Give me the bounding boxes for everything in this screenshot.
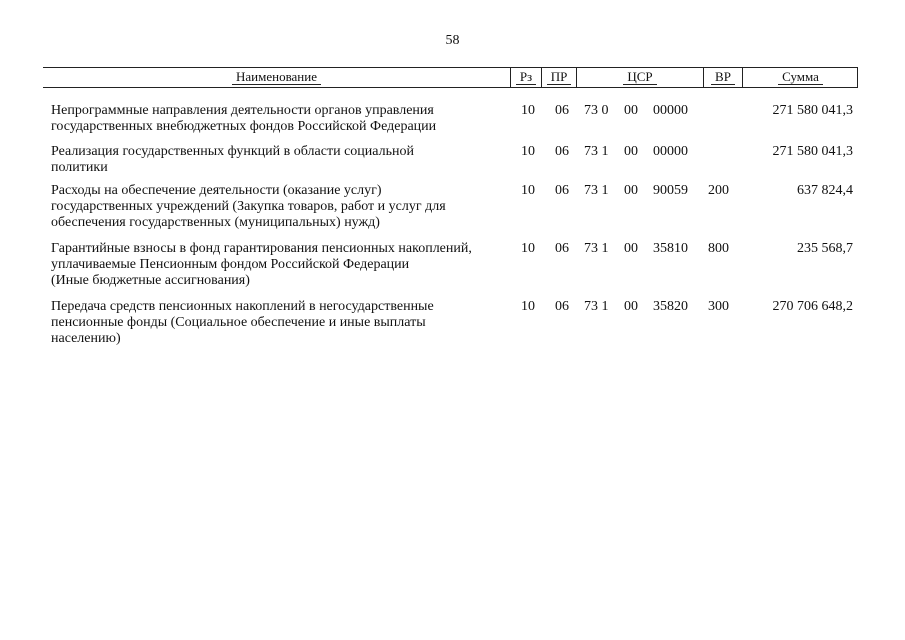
row-sum: 235 568,7 — [797, 241, 853, 256]
row-pr: 06 — [555, 299, 569, 314]
row-name-line: (Иные бюджетные ассигнования) — [51, 273, 250, 288]
row-rz: 10 — [521, 144, 535, 159]
header-rz-label: Рз — [516, 69, 536, 85]
row-csr-program: 73 0 — [584, 103, 609, 118]
row-csr-program: 73 1 — [584, 241, 609, 256]
header-pr — [542, 68, 576, 87]
row-pr: 06 — [555, 144, 569, 159]
row-csr-code: 35810 — [653, 241, 688, 256]
row-csr-sub: 00 — [624, 144, 638, 159]
header-vr-label: ВР — [711, 69, 735, 85]
header-sum-label: Сумма — [778, 69, 823, 85]
row-csr-sub: 00 — [624, 183, 638, 198]
row-name — [51, 144, 511, 176]
row-csr-code: 35820 — [653, 299, 688, 314]
header-name — [43, 68, 510, 87]
row-rz: 10 — [521, 183, 535, 198]
row-name-line: населению) — [51, 331, 121, 346]
row-pr: 06 — [555, 241, 569, 256]
row-name-line: Непрограммные направления деятельности органов управления — [51, 103, 434, 118]
row-pr: 06 — [555, 183, 569, 198]
row-csr-sub: 00 — [624, 299, 638, 314]
row-csr-program: 73 1 — [584, 144, 609, 159]
row-name-line: пенсионные фонды (Социальное обеспечение и иные выплаты — [51, 315, 426, 330]
header-rz — [511, 68, 541, 87]
row-csr-code: 00000 — [653, 103, 688, 118]
row-vr: 800 — [708, 241, 729, 256]
row-name-line: государственных внебюджетных фондов Российской Федерации — [51, 119, 437, 134]
row-name-line: обеспечения государственных (муниципальных) нужд) — [51, 215, 380, 230]
header-divider — [857, 68, 858, 87]
row-csr-program: 73 1 — [584, 299, 609, 314]
row-rz: 10 — [521, 103, 535, 118]
row-rz: 10 — [521, 241, 535, 256]
header-csr — [577, 68, 703, 87]
row-name-line: Расходы на обеспечение деятельности (оказание услуг) — [51, 183, 382, 198]
page-number: 58 — [445, 33, 460, 48]
row-vr: 300 — [708, 299, 729, 314]
row-sum: 637 824,4 — [797, 183, 853, 198]
row-sum: 271 580 041,3 — [772, 103, 853, 118]
budget-table — [43, 67, 858, 346]
header-vr — [704, 68, 742, 87]
row-name — [51, 299, 511, 347]
table-header — [43, 67, 858, 88]
header-csr-label: ЦСР — [623, 69, 656, 85]
row-sum: 270 706 648,2 — [772, 299, 853, 314]
row-csr-code: 90059 — [653, 183, 688, 198]
row-sum: 271 580 041,3 — [772, 144, 853, 159]
row-name-line: государственных учреждений (Закупка товаров, работ и услуг для — [51, 199, 446, 214]
row-vr: 200 — [708, 183, 729, 198]
row-rz: 10 — [521, 299, 535, 314]
row-csr-code: 00000 — [653, 144, 688, 159]
header-sum — [743, 68, 858, 87]
row-name-line: уплачиваемые Пенсионным фондом Российской Федерации — [51, 257, 410, 272]
row-name-line: политики — [51, 160, 108, 175]
header-pr-label: ПР — [547, 69, 572, 85]
row-name-line: Реализация государственных функций в области социальной — [51, 144, 414, 159]
row-csr-program: 73 1 — [584, 183, 609, 198]
row-pr: 06 — [555, 103, 569, 118]
row-name — [51, 103, 511, 135]
row-csr-sub: 00 — [624, 241, 638, 256]
row-name-line: Гарантийные взносы в фонд гарантирования пенсионных накоплений, — [51, 241, 472, 256]
row-csr-sub: 00 — [624, 103, 638, 118]
row-name-line: Передача средств пенсионных накоплений в негосударственные — [51, 299, 434, 314]
row-name — [51, 183, 511, 231]
header-name-label: Наименование — [232, 69, 321, 85]
row-name — [51, 241, 511, 289]
